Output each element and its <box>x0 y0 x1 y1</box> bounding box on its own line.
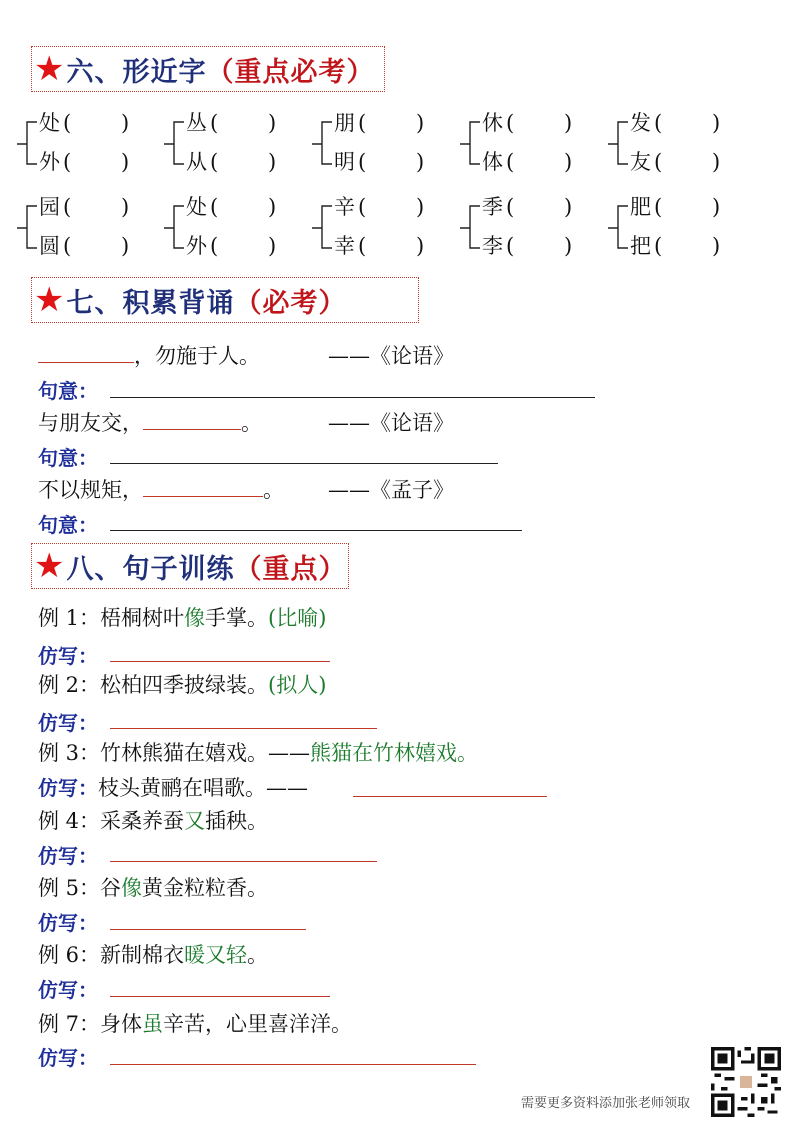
similar-char-row <box>334 107 444 139</box>
similar-char-row <box>39 146 149 178</box>
imitate-answer-line-4[interactable] <box>110 861 377 862</box>
imitate-answer-line-2[interactable] <box>110 728 377 729</box>
similar-char-group <box>310 107 460 187</box>
section-7-title: 七、积累背诵 <box>66 287 235 319</box>
example-1: 例 1：梧桐树叶像手掌。(比喻) <box>38 606 327 630</box>
imitate-answer-line-3[interactable] <box>353 796 547 797</box>
section-8-note: （重点） <box>234 553 347 585</box>
character: 休 <box>482 111 503 135</box>
character: 丛 <box>186 111 207 135</box>
answer-paren-open[interactable]: ( <box>358 111 367 135</box>
answer-paren-close[interactable]: ) <box>268 111 277 135</box>
example-4: 例 4：采桑养蚕又插秧。 <box>38 809 269 833</box>
answer-paren-close[interactable]: ) <box>712 195 721 219</box>
star-icon: ★ <box>34 546 65 586</box>
answer-paren-open[interactable]: ( <box>654 195 663 219</box>
similar-char-group <box>15 107 165 187</box>
similar-char-row <box>186 191 296 223</box>
character: 朋 <box>334 111 355 135</box>
similar-char-row <box>630 191 740 223</box>
imitate-answer-line-1[interactable] <box>110 661 330 662</box>
similar-char-row <box>630 146 740 178</box>
similar-char-group <box>162 107 312 187</box>
meaning-label-3: 句意： <box>38 513 98 537</box>
character: 处 <box>39 111 60 135</box>
similar-char-row <box>482 191 592 223</box>
recite-source-1: ——《论语》 <box>328 344 454 368</box>
imitate-answer-line-5[interactable] <box>110 929 306 930</box>
character: 圆 <box>39 234 60 258</box>
character: 外 <box>186 234 207 258</box>
similar-char-group <box>606 191 756 271</box>
answer-paren-open[interactable]: ( <box>506 234 515 258</box>
similar-char-group <box>310 191 460 271</box>
similar-char-group <box>458 107 608 187</box>
brace-icon <box>162 191 188 271</box>
fill-blank[interactable] <box>143 407 241 430</box>
brace-icon <box>310 191 336 271</box>
answer-paren-open[interactable]: ( <box>358 195 367 219</box>
similar-char-row <box>334 230 444 262</box>
imitate-label-1: 仿写： <box>38 644 98 668</box>
answer-paren-open[interactable]: ( <box>210 150 219 174</box>
answer-paren-close[interactable]: ) <box>416 234 425 258</box>
answer-paren-open[interactable]: ( <box>63 195 72 219</box>
meaning-label-1: 句意： <box>38 379 98 403</box>
character: 体 <box>482 150 503 174</box>
answer-paren-open[interactable]: ( <box>210 111 219 135</box>
recite-source-3: ——《孟子》 <box>328 478 454 502</box>
similar-char-row <box>482 146 592 178</box>
section-6-title: 六、形近字 <box>66 56 207 88</box>
fill-blank[interactable] <box>143 474 263 497</box>
recite-line-1: ，勿施于人。 <box>38 340 260 370</box>
character: 明 <box>334 150 355 174</box>
imitate-label-7: 仿写： <box>38 1046 98 1070</box>
character: 李 <box>482 234 503 258</box>
character: 外 <box>39 150 60 174</box>
similar-char-row <box>186 107 296 139</box>
brace-icon <box>15 191 41 271</box>
meaning-answer-line-1[interactable] <box>110 397 595 398</box>
character: 友 <box>630 150 651 174</box>
character: 辛 <box>334 195 355 219</box>
answer-paren-close[interactable]: ) <box>416 111 425 135</box>
character: 季 <box>482 195 503 219</box>
imitate-answer-line-6[interactable] <box>110 996 330 997</box>
recite-line-2: 与朋友交， 。 <box>38 407 262 437</box>
character: 发 <box>630 111 651 135</box>
similar-char-group <box>458 191 608 271</box>
answer-paren-open[interactable]: ( <box>654 111 663 135</box>
similar-char-row <box>334 191 444 223</box>
example-6: 例 6：新制棉衣暖又轻。 <box>38 943 269 967</box>
similar-char-group <box>15 191 165 271</box>
meaning-answer-line-2[interactable] <box>110 463 498 464</box>
meaning-answer-line-3[interactable] <box>110 530 522 531</box>
answer-paren-close[interactable]: ) <box>268 150 277 174</box>
answer-paren-close[interactable]: ) <box>564 150 573 174</box>
imitate-label-4: 仿写： <box>38 844 98 868</box>
similar-char-row <box>482 107 592 139</box>
similar-char-row <box>186 230 296 262</box>
fill-blank[interactable] <box>38 340 134 363</box>
similar-char-group <box>162 191 312 271</box>
footer-note: 需要更多资料添加张老师领取 <box>521 1096 691 1111</box>
answer-paren-open[interactable]: ( <box>506 150 515 174</box>
answer-paren-open[interactable]: ( <box>358 150 367 174</box>
answer-paren-close[interactable]: ) <box>121 234 130 258</box>
similar-char-row <box>39 191 149 223</box>
similar-char-row <box>630 230 740 262</box>
answer-paren-open[interactable]: ( <box>358 234 367 258</box>
recite-source-2: ——《论语》 <box>328 411 454 435</box>
example-7: 例 7：身体虽辛苦，心里喜洋洋。 <box>38 1012 353 1036</box>
section-8-title: 八、句子训练 <box>66 553 235 585</box>
recite-line-3: 不以规矩， 。 <box>38 474 284 504</box>
answer-paren-close[interactable]: ) <box>121 195 130 219</box>
star-icon: ★ <box>34 280 65 320</box>
section-6-header <box>31 46 385 92</box>
character: 幸 <box>334 234 355 258</box>
answer-paren-open[interactable]: ( <box>654 150 663 174</box>
character: 肥 <box>630 195 651 219</box>
answer-paren-close[interactable]: ) <box>268 195 277 219</box>
qr-code-icon <box>711 1047 781 1117</box>
similar-char-row <box>39 230 149 262</box>
brace-icon <box>15 107 41 187</box>
answer-paren-open[interactable]: ( <box>210 195 219 219</box>
character: 把 <box>630 234 651 258</box>
answer-paren-open[interactable]: ( <box>63 234 72 258</box>
answer-paren-close[interactable]: ) <box>416 150 425 174</box>
answer-paren-close[interactable]: ) <box>712 150 721 174</box>
imitate-label-2: 仿写： <box>38 711 98 735</box>
character: 处 <box>186 195 207 219</box>
answer-paren-open[interactable]: ( <box>506 195 515 219</box>
similar-char-row <box>630 107 740 139</box>
section-6-note: （重点必考） <box>206 56 375 88</box>
similar-char-row <box>482 230 592 262</box>
answer-paren-open[interactable]: ( <box>654 234 663 258</box>
imitate-answer-line-7[interactable] <box>110 1064 476 1065</box>
character: 从 <box>186 150 207 174</box>
imitate-label-6: 仿写： <box>38 978 98 1002</box>
example-2: 例 2：松柏四季披绿装。(拟人) <box>38 673 327 697</box>
imitate-label-5: 仿写： <box>38 911 98 935</box>
star-icon: ★ <box>34 49 65 89</box>
imitate-line-3: 仿写：枝头黄鹂在唱歌。—— <box>38 776 308 800</box>
answer-paren-open[interactable]: ( <box>506 111 515 135</box>
answer-paren-open[interactable]: ( <box>63 150 72 174</box>
answer-paren-open[interactable]: ( <box>63 111 72 135</box>
section-7-note: （必考） <box>234 287 347 319</box>
answer-paren-close[interactable]: ) <box>564 234 573 258</box>
answer-paren-open[interactable]: ( <box>210 234 219 258</box>
similar-char-row <box>39 107 149 139</box>
similar-char-row <box>186 146 296 178</box>
character: 园 <box>39 195 60 219</box>
similar-char-group <box>606 107 756 187</box>
section-7-header <box>31 277 419 323</box>
answer-paren-close[interactable]: ) <box>712 111 721 135</box>
brace-icon <box>606 191 632 271</box>
example-5: 例 5：谷像黄金粒粒香。 <box>38 876 269 900</box>
brace-icon <box>162 107 188 187</box>
meaning-label-2: 句意： <box>38 446 98 470</box>
answer-paren-close[interactable]: ) <box>121 150 130 174</box>
brace-icon <box>606 107 632 187</box>
similar-char-row <box>334 146 444 178</box>
brace-icon <box>458 191 484 271</box>
example-3: 例 3：竹林熊猫在嬉戏。——熊猫在竹林嬉戏。 <box>38 741 479 765</box>
answer-paren-close[interactable]: ) <box>712 234 721 258</box>
brace-icon <box>310 107 336 187</box>
answer-paren-close[interactable]: ) <box>121 111 130 135</box>
answer-paren-close[interactable]: ) <box>564 195 573 219</box>
answer-paren-close[interactable]: ) <box>268 234 277 258</box>
answer-paren-close[interactable]: ) <box>416 195 425 219</box>
brace-icon <box>458 107 484 187</box>
answer-paren-close[interactable]: ) <box>564 111 573 135</box>
section-8-header <box>31 543 349 589</box>
